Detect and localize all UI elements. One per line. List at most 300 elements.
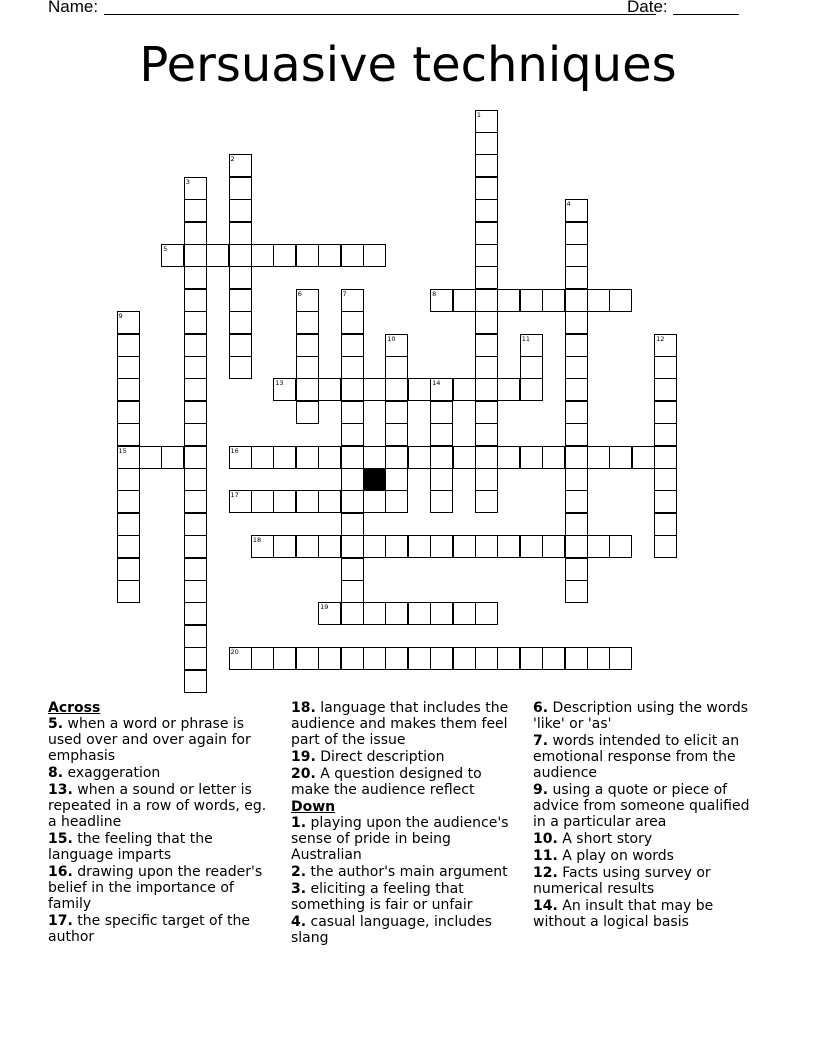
crossword-cell[interactable] (475, 446, 498, 469)
clues-column-2 (291, 700, 521, 947)
crossword-cell[interactable] (117, 378, 140, 401)
crossword-cell[interactable] (229, 490, 252, 513)
clue-number: 4 (566, 200, 571, 209)
crossword-cell[interactable] (296, 356, 319, 379)
clue-text: when a word or phrase is used over and over again for emphasis (48, 716, 251, 764)
clue-text: exaggeration (67, 765, 161, 781)
clue-number: 13 (275, 379, 284, 388)
crossword-cell[interactable] (654, 378, 677, 401)
crossword-cell[interactable] (318, 535, 341, 558)
clue-number: 3 (185, 177, 190, 186)
crossword-cell[interactable] (251, 647, 274, 670)
crossword-cell[interactable] (632, 446, 655, 469)
crossword-cell[interactable] (251, 446, 274, 469)
clue-number: 1 (476, 110, 482, 119)
clue-text: the author's main argument (310, 864, 508, 880)
clue-number: 20. (291, 766, 316, 782)
clue-text: when a sound or letter is repeated in a row of words, eg. a headline (48, 782, 267, 830)
clue-number: 20 (230, 648, 239, 657)
crossword-cell[interactable] (654, 356, 677, 379)
crossword-cell[interactable] (296, 535, 319, 558)
crossword-cell[interactable] (341, 535, 364, 558)
crossword-cell[interactable] (341, 647, 364, 670)
crossword-cell[interactable] (229, 311, 252, 334)
clue-text: A play on words (562, 848, 674, 864)
crossword-cell[interactable] (273, 378, 296, 401)
crossword-cell[interactable] (565, 580, 588, 603)
crossword-cell[interactable] (296, 647, 319, 670)
crossword-cell[interactable] (184, 423, 207, 446)
crossword-cell[interactable] (363, 244, 386, 267)
clue-number: 19. (291, 749, 316, 765)
crossword-cell[interactable] (229, 199, 252, 222)
crossword-cell[interactable] (318, 244, 341, 267)
down-clue (533, 782, 763, 830)
crossword-cell[interactable] (341, 446, 364, 469)
crossword-cell[interactable] (430, 446, 453, 469)
crossword-cell[interactable] (229, 244, 252, 267)
crossword-cell[interactable] (520, 446, 543, 469)
crossword-cell[interactable] (184, 311, 207, 334)
clue-number: 4. (291, 914, 307, 930)
crossword-cell[interactable] (117, 356, 140, 379)
crossword-cell[interactable] (565, 356, 588, 379)
name-label: Name: (48, 0, 99, 16)
clue-text: Facts using survey or numerical results (533, 865, 711, 897)
crossword-cell[interactable] (341, 356, 364, 379)
crossword-cell[interactable] (341, 580, 364, 603)
crossword-cell[interactable] (341, 423, 364, 446)
crossword-cell[interactable] (318, 378, 341, 401)
crossword-cell[interactable] (117, 513, 140, 536)
across-clue (48, 864, 278, 912)
crossword-cell[interactable] (341, 401, 364, 424)
crossword-cell[interactable] (139, 446, 162, 469)
down-clue (533, 848, 763, 864)
clue-text: eliciting a feeling that something is fair or unfair (291, 881, 473, 913)
crossword-cell[interactable] (117, 401, 140, 424)
crossword-cell[interactable] (273, 490, 296, 513)
clue-number: 10. (533, 831, 558, 847)
crossword-cell[interactable] (318, 602, 341, 625)
crossword-cell[interactable] (408, 446, 431, 469)
crossword-cell[interactable] (453, 535, 476, 558)
crossword-cell[interactable] (184, 513, 207, 536)
down-heading: Down (291, 799, 336, 815)
clue-number: 19 (320, 603, 329, 612)
clue-text: An insult that may be without a logical basis (533, 898, 714, 930)
clues-column-1 (48, 700, 278, 946)
clue-number: 16 (230, 446, 239, 455)
crossword-cell[interactable] (385, 468, 408, 491)
crossword-cell[interactable] (229, 154, 252, 177)
crossword-cell[interactable] (654, 535, 677, 558)
crossword-cell[interactable] (609, 289, 632, 312)
clue-number: 11. (533, 848, 558, 864)
crossword-cell[interactable] (520, 289, 543, 312)
clue-number: 12. (533, 865, 558, 881)
crossword-cell[interactable] (475, 199, 498, 222)
crossword-cell[interactable] (430, 468, 453, 491)
crossword-cell[interactable] (184, 446, 207, 469)
crossword-cell[interactable] (184, 401, 207, 424)
crossword-cell[interactable] (184, 356, 207, 379)
down-clue (291, 815, 521, 863)
clue-number: 3. (291, 881, 307, 897)
crossword-cell[interactable] (408, 535, 431, 558)
crossword-cell[interactable] (161, 244, 184, 267)
crossword-cell[interactable] (296, 311, 319, 334)
crossword-cell[interactable] (565, 647, 588, 670)
across-heading: Across (48, 700, 101, 716)
crossword-cell[interactable] (565, 244, 588, 267)
crossword-cell[interactable] (184, 222, 207, 245)
crossword-cell[interactable] (296, 446, 319, 469)
crossword-cell[interactable] (117, 334, 140, 357)
crossword-cell[interactable] (184, 266, 207, 289)
clue-number: 2. (291, 864, 307, 880)
crossword-cell[interactable] (229, 177, 252, 200)
crossword-cell[interactable] (430, 401, 453, 424)
crossword-cell[interactable] (385, 602, 408, 625)
crossword-cell[interactable] (385, 446, 408, 469)
crossword-cell[interactable] (184, 602, 207, 625)
clue-number: 7 (342, 289, 347, 298)
down-clue (533, 898, 763, 930)
clue-text: casual language, includes slang (291, 914, 492, 946)
crossword-cell[interactable] (565, 266, 588, 289)
date-label: Date: (627, 0, 668, 16)
shaded-cell (363, 468, 386, 491)
crossword-cell[interactable] (542, 535, 565, 558)
crossword-cell[interactable] (184, 670, 207, 693)
crossword-cell[interactable] (184, 334, 207, 357)
crossword-cell[interactable] (363, 647, 386, 670)
crossword-cell[interactable] (363, 378, 386, 401)
crossword-cell[interactable] (520, 535, 543, 558)
crossword-cell[interactable] (341, 334, 364, 357)
clue-number: 18 (252, 536, 262, 545)
crossword-cell[interactable] (184, 535, 207, 558)
crossword-cell[interactable] (475, 266, 498, 289)
clue-number: 9 (118, 312, 123, 321)
crossword-cell[interactable] (184, 580, 207, 603)
clue-text: drawing upon the reader's belief in the importance of family (48, 864, 263, 912)
across-clue (291, 766, 521, 798)
crossword-cell[interactable] (341, 311, 364, 334)
crossword-cell[interactable] (251, 244, 274, 267)
crossword-cell[interactable] (184, 490, 207, 513)
crossword-cell[interactable] (565, 490, 588, 513)
page-title: Persuasive techniques (139, 37, 677, 93)
crossword-cell[interactable] (565, 446, 588, 469)
crossword-cell[interactable] (542, 289, 565, 312)
crossword-cell[interactable] (117, 490, 140, 513)
crossword-cell[interactable] (385, 535, 408, 558)
clue-number: 11 (521, 334, 530, 343)
crossword-cell[interactable] (363, 535, 386, 558)
clue-number: 8. (48, 765, 64, 781)
crossword-cell[interactable] (117, 311, 140, 334)
crossword-cell[interactable] (497, 378, 520, 401)
crossword-cell[interactable] (475, 132, 498, 155)
crossword-cell[interactable] (184, 177, 207, 200)
crossword-cell[interactable] (453, 289, 476, 312)
clue-number: 1. (291, 815, 307, 831)
crossword-cell[interactable] (229, 289, 252, 312)
crossword-cell[interactable] (453, 647, 476, 670)
crossword-cell[interactable] (363, 490, 386, 513)
crossword-cell[interactable] (385, 647, 408, 670)
crossword-cell[interactable] (453, 378, 476, 401)
crossword-cell[interactable] (408, 602, 431, 625)
clue-number: 17 (230, 491, 239, 500)
crossword-cell[interactable] (184, 468, 207, 491)
crossword-cell[interactable] (565, 401, 588, 424)
crossword-cell[interactable] (587, 647, 610, 670)
crossword-cell[interactable] (385, 490, 408, 513)
clue-number: 2 (230, 155, 235, 164)
crossword-cell[interactable] (497, 446, 520, 469)
across-clue (48, 782, 278, 830)
crossword-cell[interactable] (475, 647, 498, 670)
crossword-cell[interactable] (565, 468, 588, 491)
clue-text: A question designed to make the audience reflect (291, 766, 482, 798)
crossword-cell[interactable] (654, 446, 677, 469)
crossword-cell[interactable] (475, 177, 498, 200)
crossword-cell[interactable] (453, 446, 476, 469)
crossword-cell[interactable] (542, 647, 565, 670)
clue-number: 10 (387, 334, 396, 343)
crossword-cell[interactable] (296, 334, 319, 357)
crossword-cell[interactable] (117, 535, 140, 558)
crossword-cell[interactable] (251, 490, 274, 513)
crossword-cell[interactable] (609, 647, 632, 670)
crossword-cell[interactable] (475, 401, 498, 424)
clue-number: 14 (432, 379, 441, 388)
crossword-cell[interactable] (475, 378, 498, 401)
clue-number: 16. (48, 864, 73, 880)
crossword-cell[interactable] (184, 289, 207, 312)
clue-text: Description using the words 'like' or 'as' (533, 700, 749, 732)
clue-text: A short story (562, 831, 653, 847)
crossword-cell[interactable] (565, 558, 588, 581)
crossword-cell[interactable] (430, 490, 453, 513)
crossword-cell[interactable] (206, 244, 229, 267)
crossword-cell[interactable] (408, 378, 431, 401)
down-clue (291, 914, 521, 946)
down-clue (533, 831, 763, 847)
clue-number: 13. (48, 782, 73, 798)
crossword-cell[interactable] (229, 647, 252, 670)
crossword-cell[interactable] (296, 378, 319, 401)
crossword-cell[interactable] (184, 244, 207, 267)
crossword-cell[interactable] (161, 446, 184, 469)
down-clue (291, 881, 521, 913)
crossword-cell[interactable] (654, 468, 677, 491)
clue-number: 5 (163, 244, 168, 253)
crossword-cell[interactable] (609, 535, 632, 558)
clue-number: 6. (533, 700, 549, 716)
across-clue (291, 749, 521, 765)
crossword-cell[interactable] (363, 602, 386, 625)
crossword-cell[interactable] (341, 244, 364, 267)
crossword-cell[interactable] (520, 334, 543, 357)
clue-number: 5. (48, 716, 64, 732)
crossword-cell[interactable] (229, 334, 252, 357)
crossword-cell[interactable] (318, 446, 341, 469)
crossword-cell[interactable] (341, 490, 364, 513)
crossword-cell[interactable] (475, 423, 498, 446)
down-clue (533, 700, 763, 732)
crossword-cell[interactable] (453, 602, 476, 625)
across-clue (48, 716, 278, 764)
clue-number: 6 (297, 289, 302, 298)
crossword-cell[interactable] (117, 580, 140, 603)
crossword-cell[interactable] (184, 378, 207, 401)
crossword-cell[interactable] (296, 401, 319, 424)
crossword-cell[interactable] (565, 423, 588, 446)
crossword-cell[interactable] (497, 289, 520, 312)
crossword-cell[interactable] (497, 535, 520, 558)
crossword-cell[interactable] (475, 110, 498, 133)
crossword-cell[interactable] (542, 446, 565, 469)
crossword-cell[interactable] (318, 647, 341, 670)
crossword-cell[interactable] (385, 423, 408, 446)
clue-text: the feeling that the language imparts (48, 831, 213, 863)
crossword-cell[interactable] (475, 535, 498, 558)
clue-number: 15. (48, 831, 73, 847)
crossword-cell[interactable] (430, 378, 453, 401)
crossword-cell[interactable] (296, 289, 319, 312)
crossword-cell[interactable] (654, 490, 677, 513)
crossword-cell[interactable] (565, 334, 588, 357)
crossword-cell[interactable] (520, 378, 543, 401)
crossword-cell[interactable] (273, 244, 296, 267)
crossword-cell[interactable] (565, 289, 588, 312)
clue-text: using a quote or piece of advice from someone qualified in a particular area (533, 782, 750, 830)
crossword-cell[interactable] (184, 625, 207, 648)
crossword-cell[interactable] (385, 356, 408, 379)
crossword-cell[interactable] (430, 647, 453, 670)
crossword-cell[interactable] (475, 490, 498, 513)
across-clue (48, 913, 278, 945)
clue-number: 7. (533, 733, 549, 749)
crossword-cell[interactable] (654, 334, 677, 357)
crossword-cell[interactable] (475, 468, 498, 491)
crossword-cell[interactable] (273, 647, 296, 670)
clue-text: words intended to elicit an emotional response from the audience (533, 733, 740, 781)
crossword-cell[interactable] (229, 356, 252, 379)
crossword-cell[interactable] (296, 244, 319, 267)
clue-number: 15 (118, 446, 127, 455)
crossword-cell[interactable] (229, 446, 252, 469)
crossword-cell[interactable] (184, 199, 207, 222)
crossword-cell[interactable] (654, 401, 677, 424)
crossword-cell[interactable] (430, 423, 453, 446)
crossword-cell[interactable] (341, 558, 364, 581)
crossword-cell[interactable] (385, 401, 408, 424)
crossword-cell[interactable] (565, 535, 588, 558)
crossword-cell[interactable] (565, 513, 588, 536)
crossword-cell[interactable] (609, 446, 632, 469)
crossword-cell[interactable] (273, 535, 296, 558)
crossword-cell[interactable] (363, 446, 386, 469)
crossword-cell[interactable] (475, 311, 498, 334)
crossword-cell[interactable] (430, 289, 453, 312)
down-clue (291, 864, 521, 880)
crossword-cell[interactable] (229, 222, 252, 245)
crossword-cell[interactable] (184, 558, 207, 581)
crossword-cell[interactable] (430, 602, 453, 625)
clue-number: 18. (291, 700, 316, 716)
crossword-cell[interactable] (273, 446, 296, 469)
clue-text: Direct description (320, 749, 445, 765)
clue-number: 8 (432, 289, 437, 298)
crossword-cell[interactable] (341, 378, 364, 401)
crossword-cell[interactable] (565, 199, 588, 222)
clue-text: playing upon the audience's sense of pride in being Australian (291, 815, 509, 863)
crossword-cell[interactable] (184, 647, 207, 670)
crossword-cell[interactable] (520, 647, 543, 670)
crossword-cell[interactable] (654, 423, 677, 446)
crossword-cell[interactable] (565, 311, 588, 334)
crossword-cell[interactable] (565, 378, 588, 401)
crossword-cell[interactable] (117, 558, 140, 581)
crossword-cell[interactable] (385, 334, 408, 357)
crossword-cell[interactable] (341, 289, 364, 312)
crossword-cell[interactable] (520, 356, 543, 379)
across-clue (48, 831, 278, 863)
clue-number: 9. (533, 782, 549, 798)
clue-number: 17. (48, 913, 73, 929)
crossword-cell[interactable] (475, 222, 498, 245)
crossword-cell[interactable] (341, 513, 364, 536)
crossword-cell[interactable] (587, 446, 610, 469)
clue-number: 12 (656, 334, 665, 343)
down-clue (533, 733, 763, 781)
clue-number: 14. (533, 898, 558, 914)
crossword-cell[interactable] (497, 647, 520, 670)
crossword-cell[interactable] (318, 490, 341, 513)
crossword-cell[interactable] (229, 266, 252, 289)
crossword-cell[interactable] (341, 602, 364, 625)
crossword-cell[interactable] (341, 468, 364, 491)
crossword-cell[interactable] (117, 446, 140, 469)
crossword-cell[interactable] (654, 513, 677, 536)
crossword-cell[interactable] (385, 378, 408, 401)
crossword-cell[interactable] (475, 154, 498, 177)
crossword-cell[interactable] (475, 289, 498, 312)
crossword-cell[interactable] (587, 535, 610, 558)
down-clue (533, 865, 763, 897)
crossword-cell[interactable] (475, 602, 498, 625)
across-clue (291, 700, 521, 748)
crossword-cell[interactable] (408, 647, 431, 670)
across-clue (48, 765, 278, 781)
crossword-cell[interactable] (475, 356, 498, 379)
crossword-cell[interactable] (117, 423, 140, 446)
crossword-cell[interactable] (117, 468, 140, 491)
crossword-cell[interactable] (587, 289, 610, 312)
crossword-cell[interactable] (475, 334, 498, 357)
crossword-cell[interactable] (475, 244, 498, 267)
crossword-cell[interactable] (296, 490, 319, 513)
crossword-cell[interactable] (251, 535, 274, 558)
crossword-cell[interactable] (430, 535, 453, 558)
clue-text: the specific target of the author (48, 913, 250, 945)
crossword-cell[interactable] (565, 222, 588, 245)
